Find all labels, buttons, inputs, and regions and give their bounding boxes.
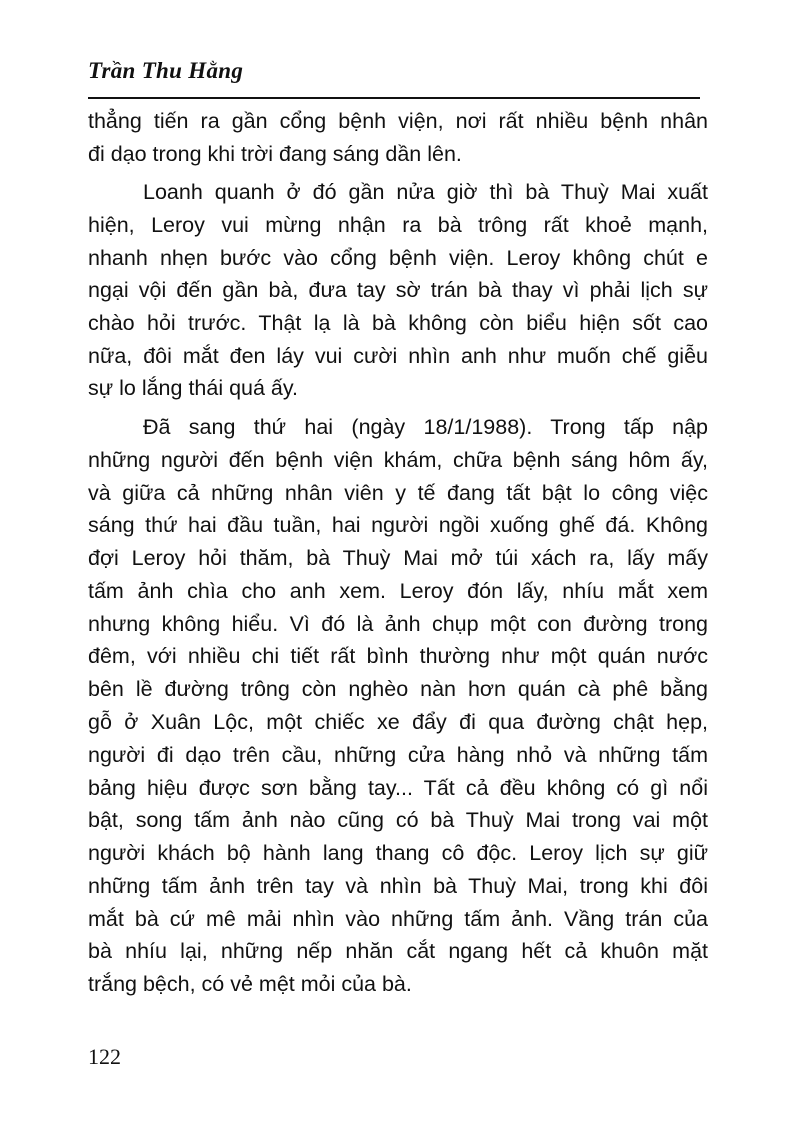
text-line: sáng thứ hai đầu tuần, hai người ngồi xuống ghế đá. Không [88,513,708,537]
text-line: nữa, đôi mắt đen láy vui cười nhìn anh như muốn chế giễu [88,344,708,368]
header-rule [88,97,700,99]
text-line: và giữa cả những nhân viên y tế đang tất bật lo công việc [88,481,708,505]
text-line: những tấm ảnh trên tay và nhìn bà Thuỳ Mai, trong khi đôi [88,874,708,898]
text-line: đêm, với nhiều chi tiết rất bình thường như một quán nước [88,644,708,668]
text-line: đợi Leroy hỏi thăm, bà Thuỳ Mai mở túi xách ra, lấy mấy [88,546,708,570]
text-line: bảng hiệu được sơn bằng tay... Tất cả đều không có gì nổi [88,776,708,800]
text-line: bật, song tấm ảnh nào cũng có bà Thuỳ Mai trong vai một [88,808,708,832]
text-line: bên lề đường trông còn nghèo nàn hơn quán cà phê bằng [88,677,708,701]
text-line: người đi dạo trên cầu, những cửa hàng nhỏ và những tấm [88,743,708,767]
text-line: người khách bộ hành lang thang cô độc. Leroy lịch sự giữ [88,841,708,865]
text-line: đi dạo trong khi trời đang sáng dần lên. [88,142,462,166]
text-line: tấm ảnh chìa cho anh xem. Leroy đón lấy, nhíu mắt xem [88,579,708,603]
text-line: những người đến bệnh viện khám, chữa bệnh sáng hôm ấy, [88,448,708,472]
text-line: bà nhíu lại, những nếp nhăn cắt ngang hết cả khuôn mặt [88,939,708,963]
text-line: Loanh quanh ở đó gần nửa giờ thì bà Thuỳ Mai xuất [143,180,708,204]
text-line: hiện, Leroy vui mừng nhận ra bà trông rất khoẻ mạnh, [88,213,708,237]
text-line: mắt bà cứ mê mải nhìn vào những tấm ảnh. Vầng trán của [88,907,708,931]
text-line: gỗ ở Xuân Lộc, một chiếc xe đẩy đi qua đường chật hẹp, [88,710,708,734]
text-line: ngại vội đến gần bà, đưa tay sờ trán bà thay vì phải lịch sự [88,278,708,302]
text-line: nhanh nhẹn bước vào cổng bệnh viện. Leroy không chút e [88,246,708,270]
text-line: thẳng tiến ra gần cổng bệnh viện, nơi rất nhiều bệnh nhân [88,109,708,133]
text-line: Đã sang thứ hai (ngày 18/1/1988). Trong tấp nập [143,415,708,439]
text-line: trắng bệch, có vẻ mệt mỏi của bà. [88,972,412,996]
text-line: nhưng không hiểu. Vì đó là ảnh chụp một con đường trong [88,612,708,636]
page-number: 122 [88,1044,121,1069]
text-line: sự lo lắng thái quá ấy. [88,376,299,400]
running-head-author: Trần Thu Hằng [88,58,244,83]
text-line: chào hỏi trước. Thật lạ là bà không còn biểu hiện sốt cao [88,311,708,335]
